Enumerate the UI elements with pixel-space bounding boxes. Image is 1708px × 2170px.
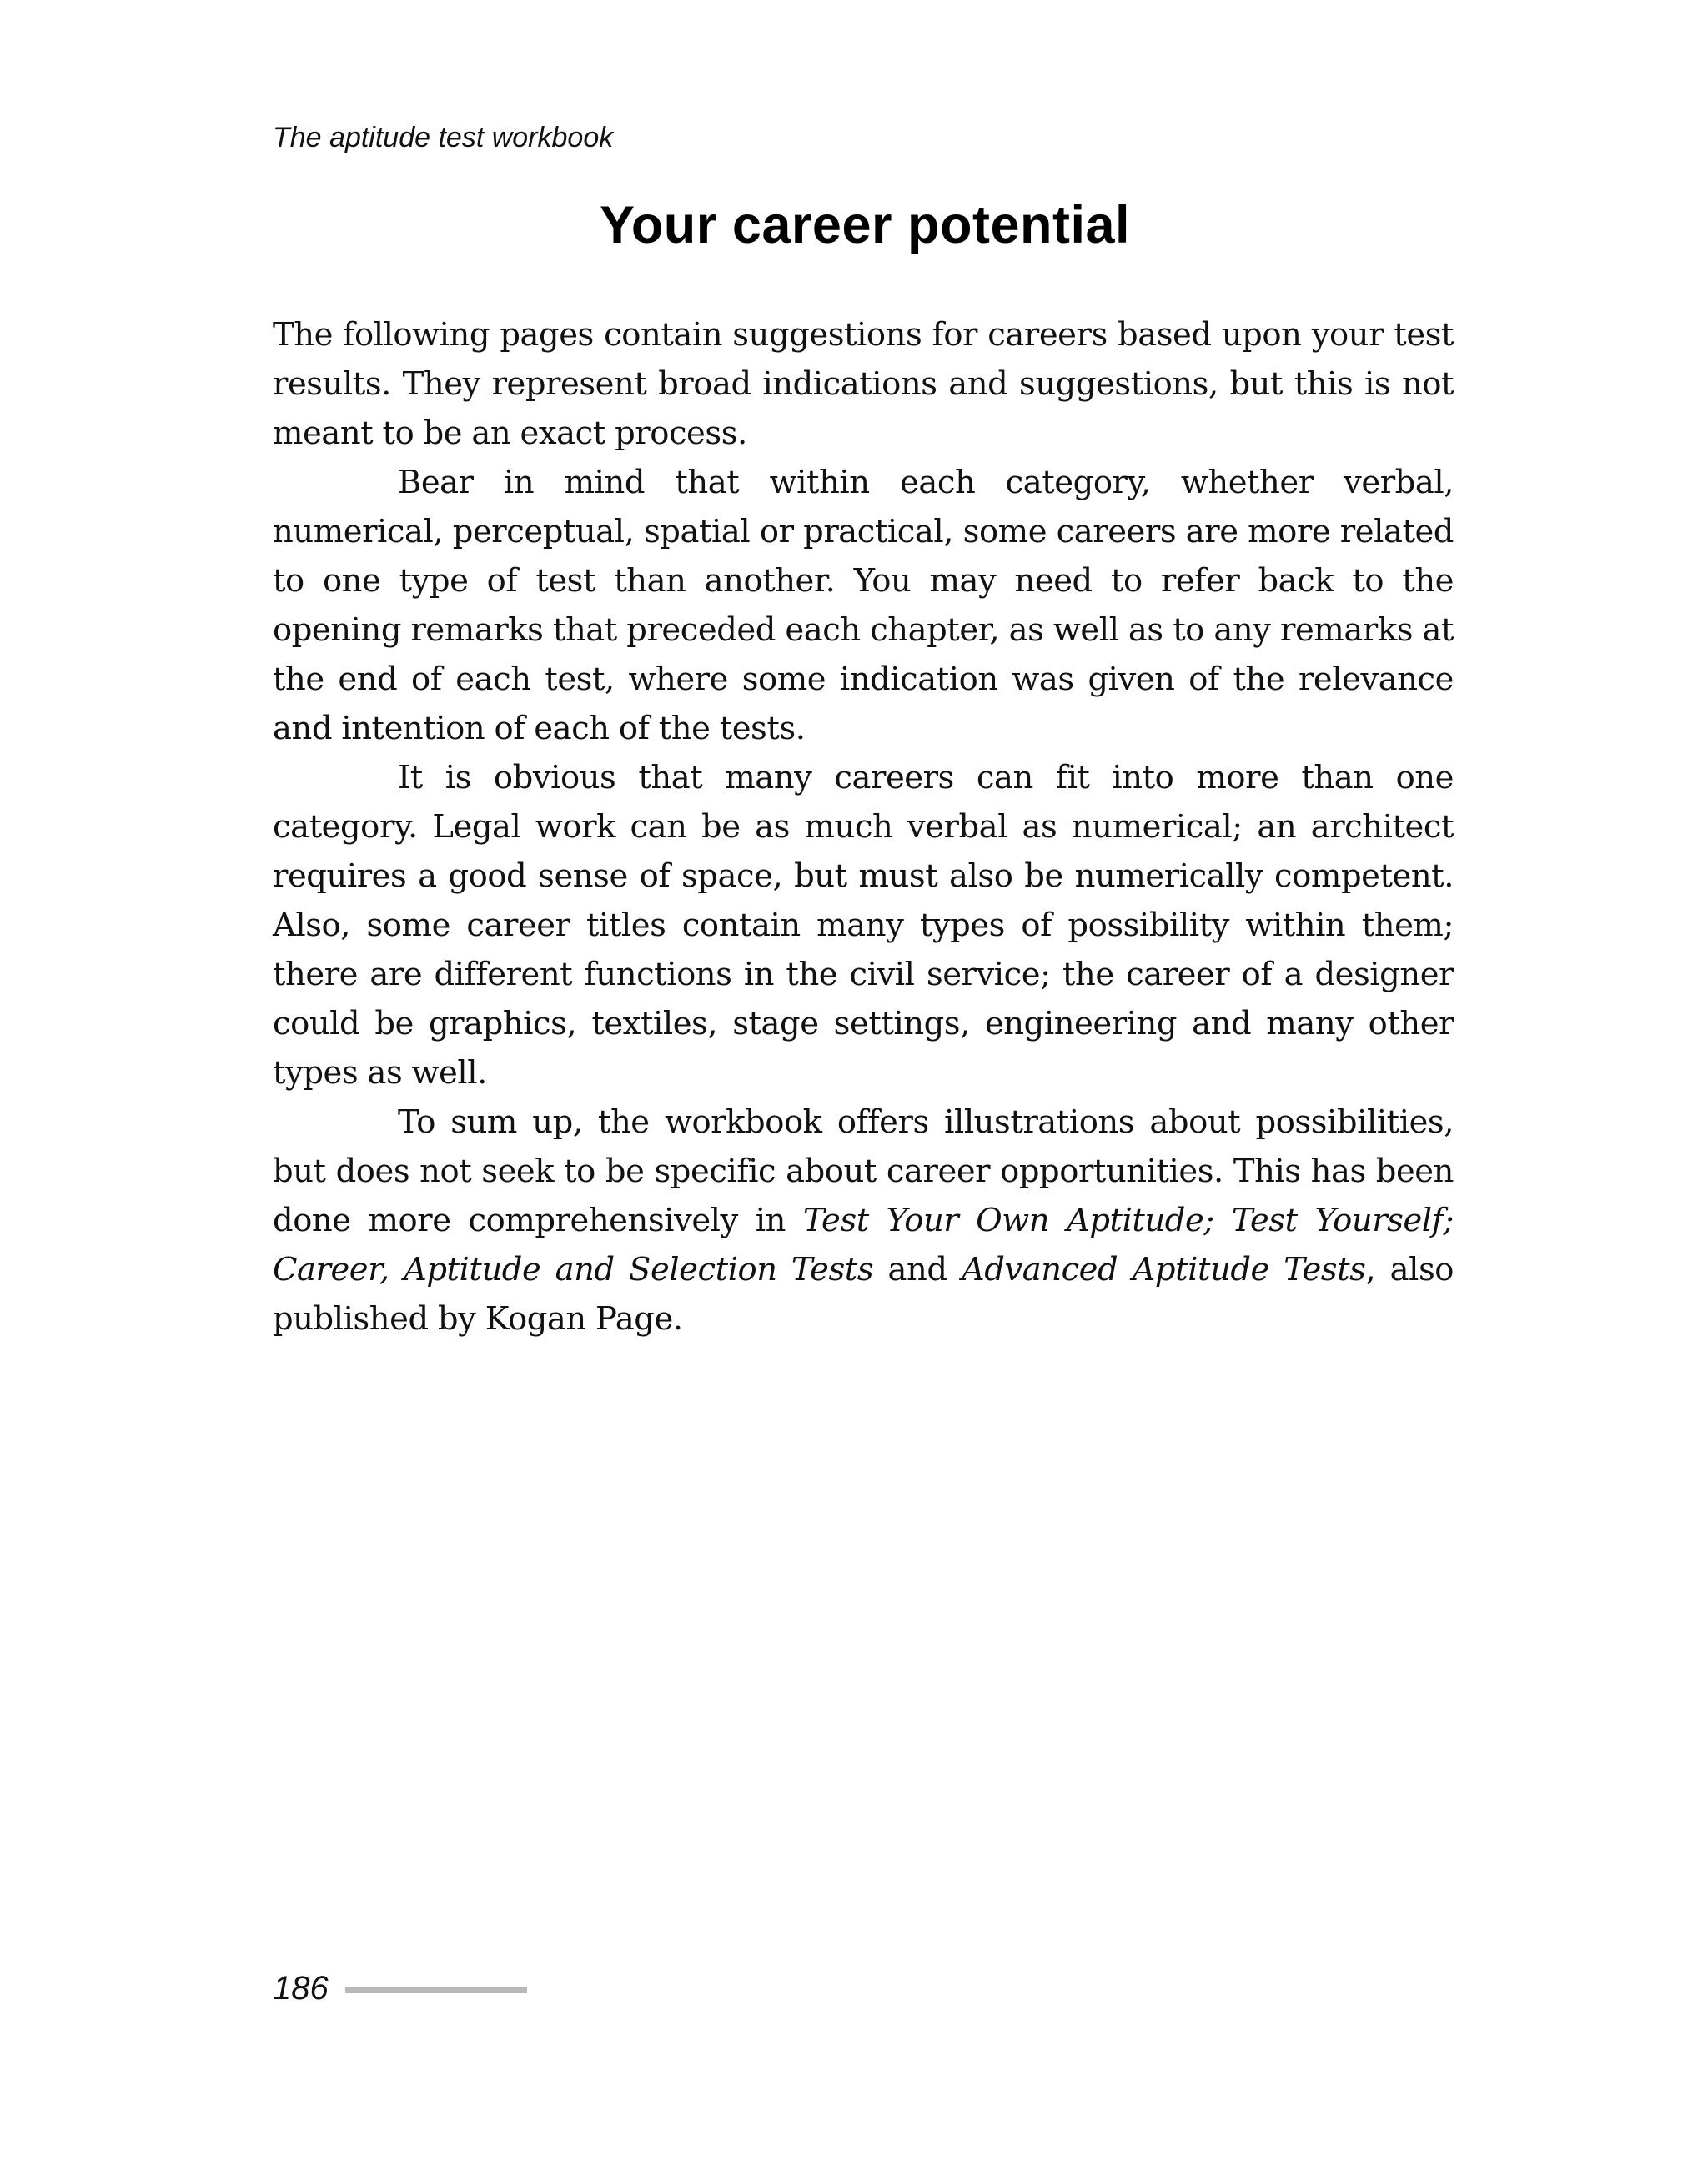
page-number: 186 [273,1970,329,2007]
paragraph-summary [273,1098,1454,1344]
paragraph-overlap: It is obvious that many careers can fit into more than one category. Legal work can be as much verbal as numerical; an architect requires a good sense of space, but must also be numerically competent. Also, some career titles contain many types of possibility within them; there are different functions in the civil service; the career of a designer could be graphics, textiles, stage settings, engineering and many other types as well. [273,759,1454,1092]
body-text [273,310,1454,1344]
book-titles-1: Test Your Own Aptitude; Test Yourself; Career, Aptitude and Selection Tests [273,1202,1454,1288]
paragraph-categories: Bear in mind that within each category, whether verbal, numerical, perceptual, spatial or practical, some careers are more related to one type of test than another. You may need to refer back to the opening remarks that preceded each chapter, as well as to any remarks at the end of each test, where some indication was given of the relevance and intention of each of the tests. [273,464,1454,747]
page-footer [273,1970,527,2007]
summary-text-3: , also published by Kogan Page. [273,1251,1454,1338]
book-title-2: Advanced Aptitude Tests [961,1251,1366,1288]
summary-text-2: and [873,1251,962,1288]
footer-rule [345,1987,527,1993]
page-title: Your career potential [599,196,1130,254]
summary-text-1: To sum up, the workbook offers illustrations about possibilities, but does not seek to be specific about career opportunities. This has been done more comprehensively in [273,1103,1454,1239]
paragraph-intro: The following pages contain suggestions for careers based upon your test results. They represent broad indications and suggestions, but this is not meant to be an exact process. [273,316,1454,452]
running-head: The aptitude test workbook [273,122,614,153]
